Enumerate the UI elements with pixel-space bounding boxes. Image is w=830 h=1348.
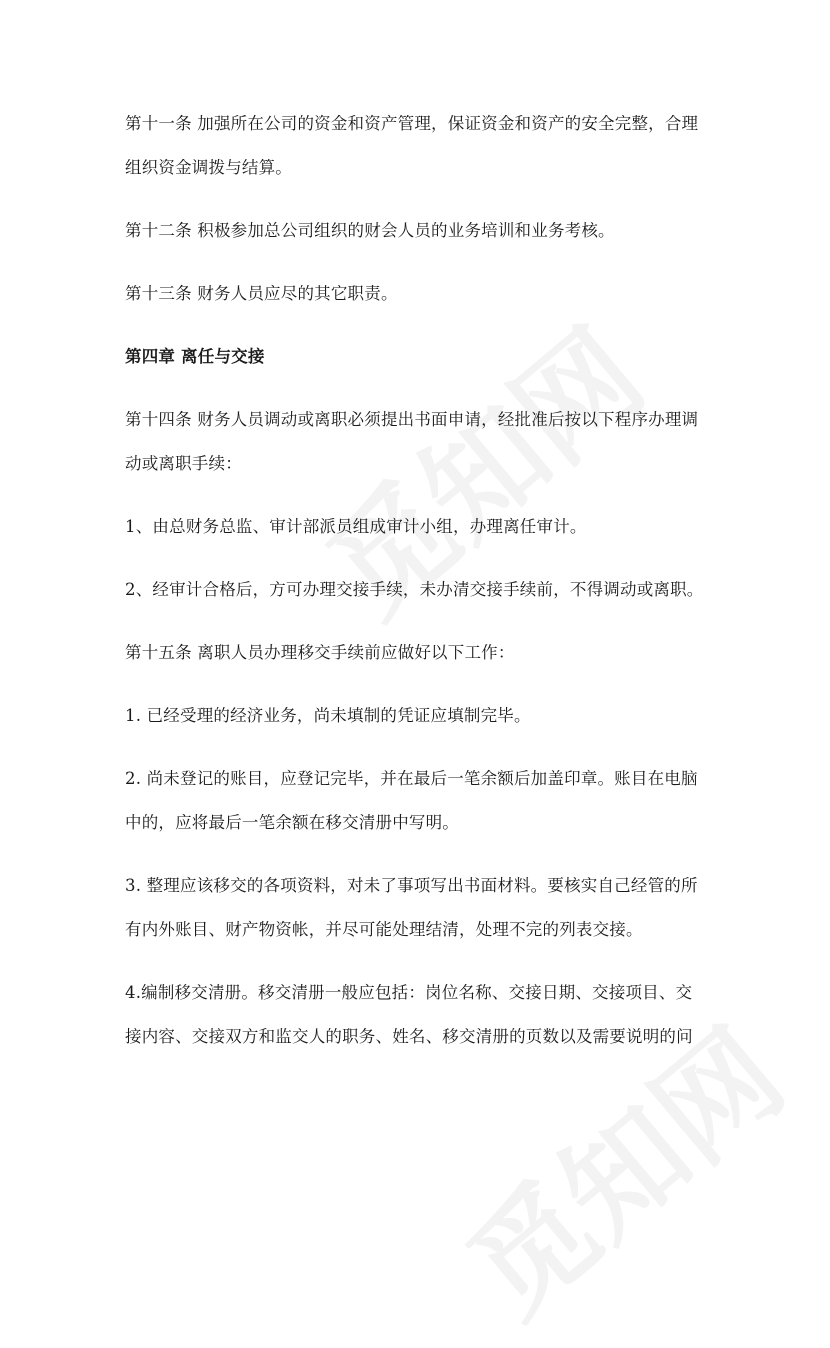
article-14-line-2: 动或离职手续：	[125, 454, 242, 473]
article-14-item-2: 2、经审计合格后，方可办理交接手续，未办清交接手续前，不得调动或离职。	[125, 580, 704, 599]
article-14-line-1: 第十四条 财务人员调动或离职必须提出书面申请，经批准后按以下程序办理调	[125, 410, 699, 429]
article-15: 第十五条 离职人员办理移交手续前应做好以下工作：	[125, 643, 515, 662]
article-15-item-3-line-1: 3. 整理应该移交的各项资料，对未了事项写出书面材料。要核实自己经管的所	[125, 876, 698, 895]
chapter-4-heading: 第四章 离任与交接	[125, 347, 265, 366]
article-12: 第十二条 积极参加总公司组织的财会人员的业务培训和业务考核。	[125, 221, 615, 240]
article-14-item-1: 1、由总财务总监、审计部派员组成审计小组，办理离任审计。	[125, 517, 587, 536]
article-11-line-2: 组织资金调拨与结算。	[125, 158, 292, 177]
article-15-item-1: 1. 已经受理的经济业务，尚未填制的凭证应填制完毕。	[125, 706, 531, 725]
article-15-item-2-line-1: 2. 尚未登记的账目，应登记完毕，并在最后一笔余额后加盖印章。账目在电脑	[125, 769, 698, 788]
article-15-item-3-line-2: 有内外账目、财产物资帐，并尽可能处理结清，处理不完的列表交接。	[125, 920, 643, 939]
article-11-line-1: 第十一条 加强所在公司的资金和资产管理，保证资金和资产的安全完整，合理	[125, 114, 699, 133]
article-15-item-4-line-2: 接内容、交接双方和监交人的职务、姓名、移交清册的页数以及需要说明的问	[125, 1027, 693, 1046]
article-15-item-4-line-1: 4.编制移交清册。移交清册一般应包括：岗位名称、交接日期、交接项目、交	[125, 983, 693, 1002]
article-15-item-2-line-2: 中的，应将最后一笔余额在移交清册中写明。	[125, 813, 459, 832]
article-13: 第十三条 财务人员应尽的其它职责。	[125, 284, 398, 303]
